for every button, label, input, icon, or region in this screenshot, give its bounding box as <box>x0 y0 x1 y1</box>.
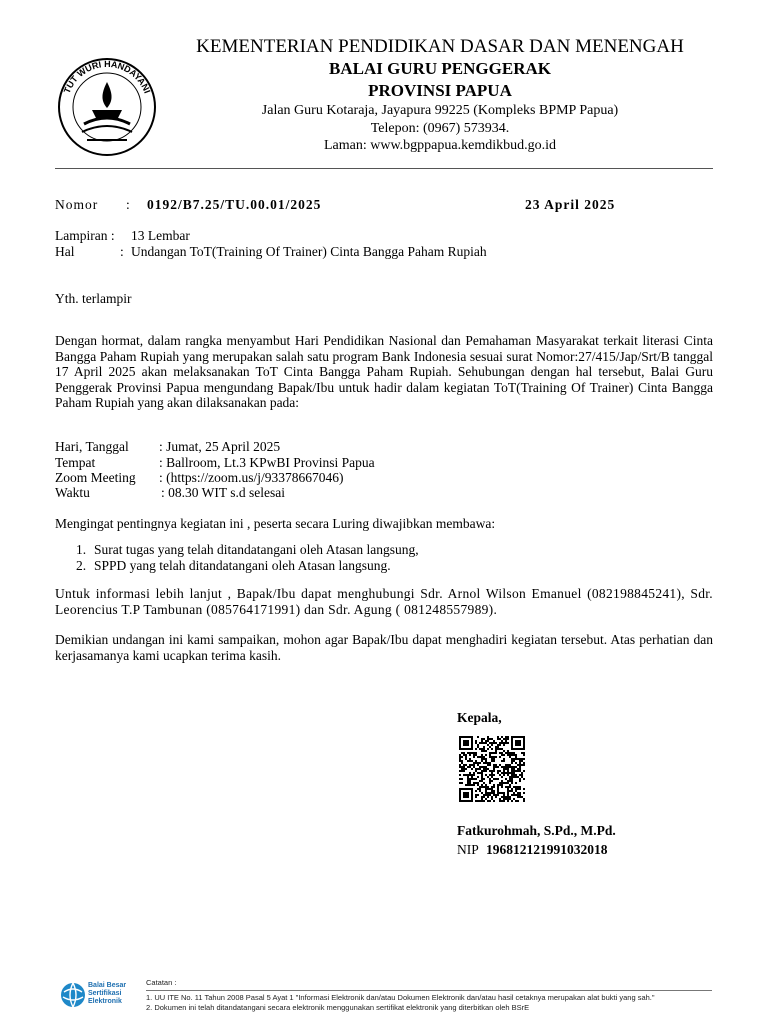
svg-text:TUT WURI HANDAYANI: TUT WURI HANDAYANI <box>61 58 153 95</box>
tut-wuri-handayani-logo <box>52 52 162 162</box>
office-name: BALAI GURU PENGGERAK <box>329 59 551 78</box>
nip-value: 196812121991032018 <box>486 842 608 857</box>
list-number-1: 1. <box>76 542 87 557</box>
nomor-separator: : <box>126 197 130 212</box>
detail-label-place: Tempat <box>55 455 96 470</box>
body-paragraph-3: Untuk informasi lebih lanjut , Bapak/Ibu dapat menghubungi Sdr. Arnol Wilson Emanuel (082198845241), Sdr. Leorencius T.P Tambunan (085764171991) dan Sdr. Agung ( 081248557989). <box>55 586 713 617</box>
footer-note-1: 1. UU ITE No. 11 Tahun 2008 Pasal 5 Ayat 1 "Informasi Elektronik dan/atau Dokumen Elektronik dan/atau hasil cetaknya merupakan alat bukti yang sah." <box>146 993 655 1002</box>
nomor-value: 0192/B7.25/TU.00.01/2025 <box>147 197 322 212</box>
globe-icon <box>60 982 86 1008</box>
list-item-2: SPPD yang telah ditandatangani oleh Atasan langsung. <box>94 558 391 573</box>
list-item-1: Surat tugas yang telah ditandatangani oleh Atasan langsung, <box>94 542 419 557</box>
office-address: Jalan Guru Kotaraja, Jayapura 99225 (Kompleks BPMP Papua) <box>261 103 619 118</box>
recipient: Yth. terlampir <box>55 291 132 306</box>
lampiran-value: 13 Lembar <box>131 228 190 243</box>
qr-code-icon <box>459 736 525 802</box>
signer-name: Fatkurohmah, S.Pd., M.Pd. <box>457 823 616 838</box>
nip-label: NIP <box>457 842 479 857</box>
signature-title: Kepala, <box>457 710 502 725</box>
footer-divider <box>146 990 712 991</box>
body-paragraph-1: Dengan hormat, dalam rangka menyambut Hari Pendidikan Nasional dan Pemahaman Masyarakat terkait literasi Cinta Bangga Paham Rupiah yang merupakan salah satu program Bank Indonesia sesuai surat Nomor:27/415/Jap/Srt/B tanggal 17 April 2025 akan melaksanakan ToT Cinta Bangga Paham Rupiah. Sehubungan dengan hal tersebut, Balai Guru Penggerak Provinsi Papua mengundang Bapak/Ibu untuk hadir dalam kegiatan ToT(Training Of Trainer) Cinta Bangga Paham Rupiah yang akan dilaksanakan pada: <box>55 333 713 410</box>
header-divider <box>55 168 713 169</box>
nomor-label: Nomor <box>55 197 99 212</box>
bsre-line-3: Elektronik <box>88 998 122 1005</box>
body-paragraph-4: Demikian undangan ini kami sampaikan, mohon agar Bapak/Ibu dapat menghadiri kegiatan tersebut. Atas perhatian dan kerjasamanya kami ucapkan terima kasih. <box>55 632 713 663</box>
footer-note-2: 2. Dokumen ini telah ditandatangani secara elektronik menggunakan sertifikat elektronik yang diterbitkan oleh BSrE <box>146 1003 530 1012</box>
bsre-line-1: Balai Besar <box>88 982 127 989</box>
catatan-label: Catatan : <box>146 978 177 987</box>
hal-value: Undangan ToT(Training Of Trainer) Cinta Bangga Paham Rupiah <box>131 244 487 259</box>
list-number-2: 2. <box>76 558 87 573</box>
body-paragraph-2: Mengingat pentingnya kegiatan ini , peserta secara Luring diwajibkan membawa: <box>55 516 496 531</box>
detail-value-place: : Ballroom, Lt.3 KPwBI Provinsi Papua <box>159 455 375 470</box>
detail-value-zoom: : (https://zoom.us/j/93378667046) <box>159 470 344 485</box>
office-phone: Telepon: (0967) 573934. <box>370 121 510 136</box>
letter-date: 23 April 2025 <box>525 197 616 212</box>
lampiran-label: Lampiran : <box>55 228 115 243</box>
detail-label-date: Hari, Tanggal <box>55 439 129 454</box>
hal-separator: : <box>120 244 124 259</box>
office-website: Laman: www.bgppapua.kemdikbud.go.id <box>324 138 556 153</box>
province-name: PROVINSI PAPUA <box>368 81 512 100</box>
detail-label-time: Waktu <box>55 485 90 500</box>
detail-value-date: : Jumat, 25 April 2025 <box>159 439 281 454</box>
bsre-logo <box>60 982 142 1012</box>
detail-label-zoom: Zoom Meeting <box>55 470 136 485</box>
bsre-line-2: Sertifikasi <box>88 990 122 997</box>
detail-value-time: : 08.30 WIT s.d selesai <box>161 485 285 500</box>
hal-label: Hal <box>55 244 75 259</box>
ministry-name: KEMENTERIAN PENDIDIKAN DASAR DAN MENENGAH <box>196 36 684 57</box>
